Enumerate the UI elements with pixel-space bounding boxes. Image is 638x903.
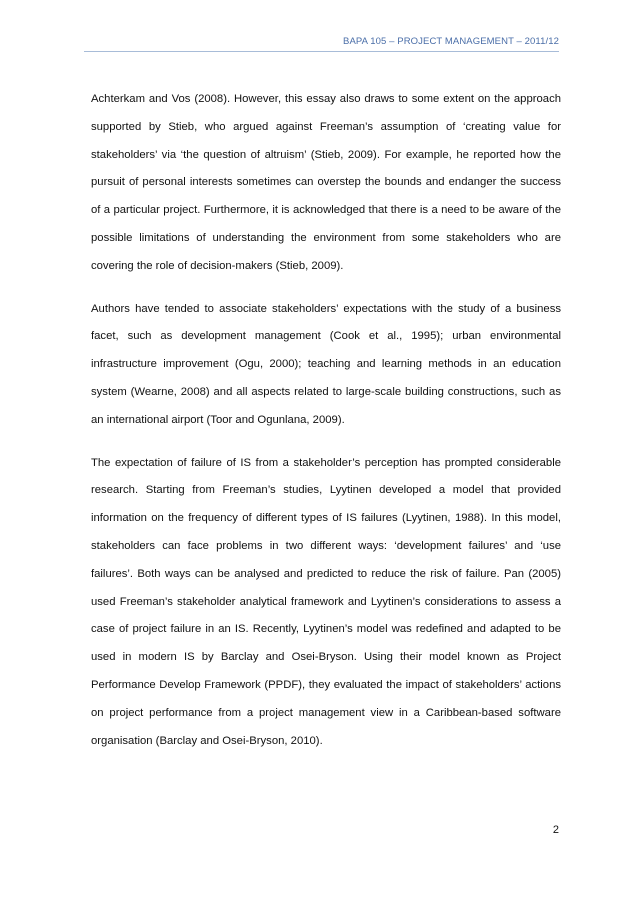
- body-text: [91, 86, 561, 770]
- paragraph-1: Achterkam and Vos (2008). However, this essay also draws to some extent on the approach supported by Stieb, who argued against Freeman’s assumption of ‘creating value for stakeholders’ via ‘the question of altruism’ (Stieb, 2009). For example, he reported how the pursuit of personal interests sometimes can overstep the bounds and endanger the success of a particular project. Furthermore, it is acknowledged that there is a need to be aware of the possible limitations of understanding the environment from some stakeholders who are covering the role of decision-makers (Stieb, 2009).: [91, 93, 561, 272]
- paragraph-3: The expectation of failure of IS from a stakeholder’s perception has prompted considerable research. Starting from Freeman’s studies, Lyytinen developed a model that provided information on the frequency of different types of IS failures (Lyytinen, 1988). In this model, stakeholders can face problems in two different ways: ‘development failures’ and ‘use failures’. Both ways can be analysed and predicted to reduce the risk of failure. Pan (2005) used Freeman’s stakeholder analytical framework and Lyytinen’s considerations to assess a case of project failure in an IS. Recently, Lyytinen’s model was redefined and adapted to be used in modern IS by Barclay and Osei-Bryson. Using their model known as Project Performance Develop Framework (PPDF), they evaluated the impact of stakeholders’ actions on project performance from a project management view in a Caribbean-based software organisation (Barclay and Osei-Bryson, 2010).: [91, 456, 561, 747]
- paragraph-2: Authors have tended to associate stakeholders’ expectations with the study of a business facet, such as development management (Cook et al., 1995); urban environmental infrastructure improvement (Ogu, 2000); teaching and learning methods in an education system (Wearne, 2008) and all aspects related to large-scale building constructions, such as an international airport (Toor and Ogunlana, 2009).: [91, 302, 561, 426]
- page-number: 2: [552, 824, 559, 836]
- header-divider: [84, 51, 559, 52]
- running-header: BAPA 105 – PROJECT MANAGEMENT – 2011/12: [343, 36, 559, 47]
